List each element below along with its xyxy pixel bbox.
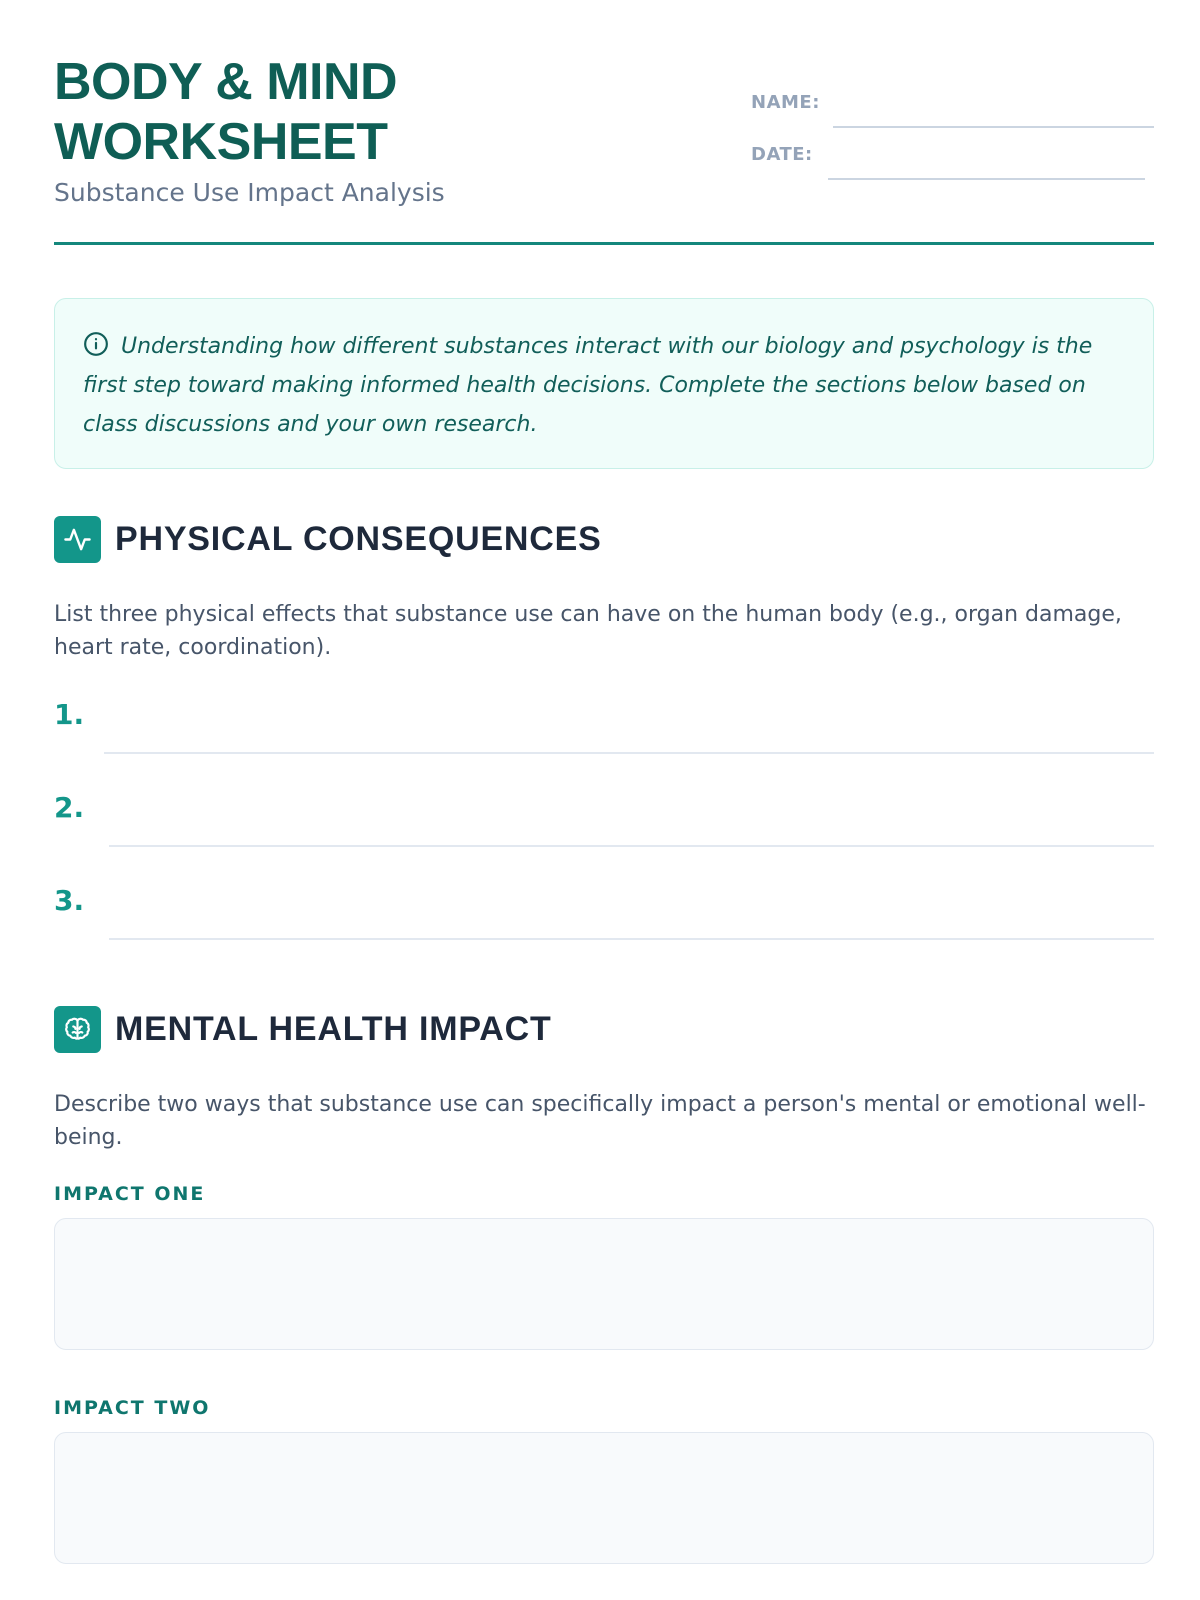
answer-row-1 [54, 698, 1154, 758]
header-divider [54, 242, 1154, 245]
mental-section-title: MENTAL HEALTH IMPACT [115, 1010, 552, 1048]
answer-row-3 [54, 884, 1154, 944]
worksheet-page [54, 0, 1154, 1600]
intro-callout [54, 298, 1154, 469]
impact-two-label: IMPACT TWO [54, 1397, 211, 1419]
impact-one-label: IMPACT ONE [54, 1183, 206, 1205]
physical-section-title: PHYSICAL CONSEQUENCES [115, 520, 602, 558]
brain-icon-badge [54, 1006, 101, 1053]
physical-instructions: List three physical effects that substance use can have on the human body (e.g., organ damage, heart rate, coordination). [54, 602, 1122, 660]
answer-line-2[interactable] [109, 845, 1154, 847]
answer-number: 1. [54, 698, 85, 731]
heartbeat-icon-badge [54, 516, 101, 563]
date-label: DATE: [751, 144, 813, 165]
answer-line-3[interactable] [109, 938, 1154, 940]
answer-number: 3. [54, 884, 85, 917]
intro-text: Understanding how different substances interact with our biology and psychology is the first step toward making informed health decisions. Complete the sections below based on class discussions and your own research. [83, 334, 1093, 437]
mental-section-header [54, 1006, 1154, 1054]
date-row [751, 140, 1154, 192]
answer-number: 2. [54, 791, 85, 824]
title-line-2: WORKSHEET [54, 113, 388, 171]
name-row [751, 88, 1154, 140]
heartbeat-icon [63, 525, 92, 554]
physical-section-header [54, 516, 1154, 564]
impact-one-textarea[interactable] [54, 1218, 1154, 1350]
info-icon [83, 331, 109, 357]
date-field[interactable] [828, 178, 1145, 180]
page-title [54, 52, 574, 172]
intro-paragraph [83, 327, 1125, 444]
brain-icon [63, 1015, 92, 1044]
answer-row-2 [54, 791, 1154, 851]
name-label: NAME: [751, 92, 820, 113]
page-subtitle: Substance Use Impact Analysis [54, 178, 445, 207]
mental-instructions: Describe two ways that substance use can specifically impact a person's mental or emotional well-being. [54, 1092, 1146, 1150]
title-line-1: BODY & MIND [54, 53, 398, 111]
student-meta [751, 88, 1154, 192]
worksheet-header [54, 52, 1154, 246]
impact-two-textarea[interactable] [54, 1432, 1154, 1564]
name-field[interactable] [833, 126, 1154, 128]
answer-line-1[interactable] [104, 752, 1154, 754]
